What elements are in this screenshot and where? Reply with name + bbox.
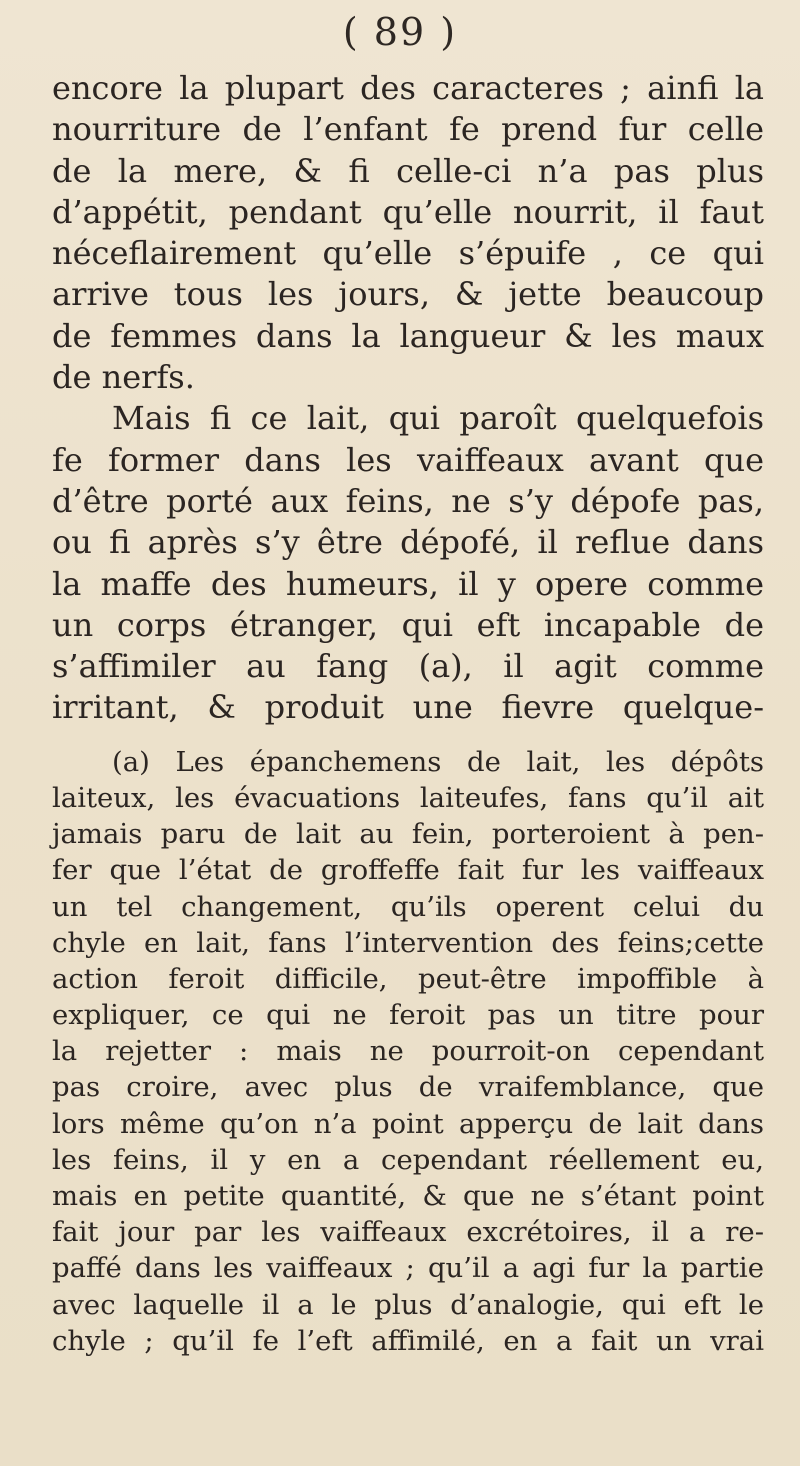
footnote-line: expliquer, ce qui ne feroit pas un titre pour [52, 999, 764, 1032]
footnote-line: (a) Les épanchemens de lait, les dépôts [112, 745, 764, 778]
text-line: Mais fi ce lait, qui paroît quelquefois [112, 399, 764, 438]
page-number: ( 89 ) [342, 10, 458, 54]
footnote-line: lors même qu’on n’a point apperçu de lait dans [52, 1107, 764, 1140]
footnote-line: paffé dans les vaiffeaux ; qu’il a agi fur la partie [52, 1252, 764, 1285]
footnote-line: laiteux, les évacuations laiteufes, fans qu’il ait [52, 781, 764, 814]
footnote-line: mais en petite quantité, & que ne s’étant point [52, 1180, 764, 1212]
footnote-line: la rejetter : mais ne pourroit-on cependant [52, 1035, 764, 1068]
footnote-line: un tel changement, qu’ils operent celui du [52, 890, 764, 923]
paragraph-2 [52, 398, 764, 728]
footnote-line: fait jour par les vaiffeaux excrétoires, il a re- [52, 1216, 764, 1249]
footnote-line: avec laquelle il a le plus d’analogie, qui eft le [52, 1288, 764, 1321]
text-line: néceflairement qu’elle s’épuife , ce qui [52, 234, 764, 273]
footnote [52, 744, 764, 1359]
text-line: arrive tous les jours, & jette beaucoup [52, 275, 764, 314]
text-line: d’appétit, pendant qu’elle nourrit, il faut [52, 192, 764, 231]
paragraph-1 [52, 68, 764, 398]
page-body [52, 68, 764, 1359]
text-line: irritant, & produit une fievre quelque- [52, 688, 764, 727]
footnote-line: chyle ; qu’il fe l’eft affimilé, en a fait un vrai [52, 1324, 764, 1357]
footnote-line: action feroit difficile, peut-être impoffible à [52, 962, 764, 995]
footnote-line: pas croire, avec plus de vraifemblance, que [52, 1071, 764, 1104]
footnote-line: jamais paru de lait au fein, porteroient à pen- [52, 818, 764, 851]
text-line: encore la plupart des caracteres ; ainfi la [52, 69, 764, 107]
footnote-line: les feins, il y en a cependant réellement eu, [52, 1143, 764, 1176]
text-line: ou fi après s’y être dépofé, il reflue dans [52, 523, 764, 562]
text-line: de la mere, & fi celle-ci n’a pas plus [52, 151, 764, 190]
text-line: fe former dans les vaiffeaux avant que [52, 440, 764, 479]
text-line: d’être porté aux feins, ne s’y dépofe pas, [52, 481, 764, 520]
footnote-line: fer que l’état de groffeffe fait fur les vaiffeaux [52, 854, 764, 887]
text-line: de femmes dans la langueur & les maux [52, 316, 764, 355]
footnote-line: chyle en lait, fans l’intervention des feins;cette [52, 926, 764, 959]
text-line: un corps étranger, qui eft incapable de [52, 605, 764, 644]
text-line: la maffe des humeurs, il y opere comme [52, 564, 764, 603]
text-line: de nerfs. [52, 358, 195, 397]
text-line: s’affimiler au fang (a), il agit comme [52, 647, 764, 686]
text-line: nourriture de l’enfant fe prend fur celle [52, 110, 764, 149]
